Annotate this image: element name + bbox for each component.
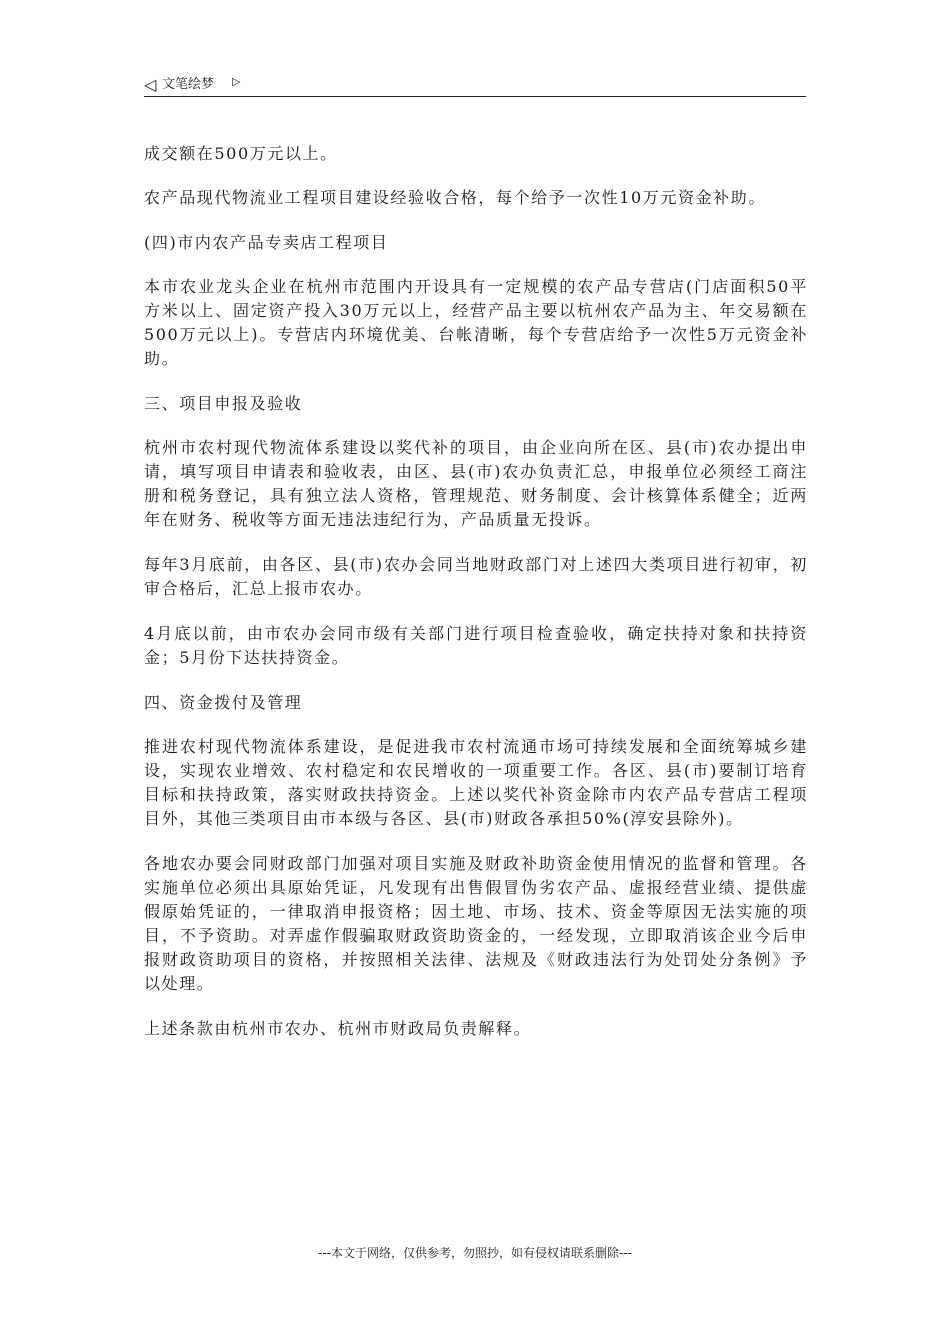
document-body: [144, 142, 808, 1061]
triangle-left-icon: ◁: [144, 75, 157, 94]
section-heading: 三、项目申报及验收: [144, 394, 303, 413]
paragraph: 上述条款由杭州市农办、杭州市财政局负责解释。: [144, 1019, 532, 1038]
paragraph: 农产品现代物流业工程项目建设经验收合格，每个给予一次性10万元资金补助。: [144, 188, 766, 207]
section-heading: (四)市内农产品专卖店工程项目: [144, 233, 389, 252]
paragraph: 每年3月底前，由各区、县(市)农办会同当地财政部门对上述四大类项目进行初审，初审合格后，汇总上报市农办。: [144, 555, 808, 598]
page-header: [144, 74, 806, 97]
header-brand: 文笔绘梦: [162, 77, 215, 92]
page-footer: ---本文于网络，仅供参考，勿照抄，如有侵权请联系删除---: [318, 1246, 632, 1260]
paragraph: 各地农办要会同财政部门加强对项目实施及财政补助资金使用情况的监督和管理。各实施单位必须出具原始凭证，凡发现有出售假冒伪劣农产品、虚报经营业绩、提供虚假原始凭证的，一律取消申报资格；因土地、市场、技术、资金等原因无法实施的项目，不予资助。对弄虚作假骗取财政资助资金的，一经发现，立即取消该企业今后申报财政资助项目的资格，并按照相关法律、法规及《财政违法行为处罚处分条例》予以处理。: [144, 854, 808, 993]
triangle-right-icon: ▷: [232, 75, 241, 88]
paragraph: 4月底以前，由市农办会同市级有关部门进行项目检查验收，确定扶持对象和扶持资金；5月份下达扶持资金。: [144, 624, 808, 667]
paragraph: 本市农业龙头企业在杭州市范围内开设具有一定规模的农产品专营店(门店面积50平方米以上、固定资产投入30万元以上，经营产品主要以杭州农产品为主、年交易额在500万元以上)。专营店内环境优美、台帐清晰，每个专营店给予一次性5万元资金补助。: [144, 277, 808, 368]
paragraph: 推进农村现代物流体系建设，是促进我市农村流通市场可持续发展和全面统筹城乡建设，实现农业增效、农村稳定和农民增收的一项重要工作。各区、县(市)要制订培育目标和扶持政策，落实财政扶持资金。上述以奖代补资金除市内农产品专营店工程项目外，其他三类项目由市本级与各区、县(市)财政各承担50%(淳安县除外)。: [144, 737, 808, 828]
section-heading: 四、资金拨付及管理: [144, 693, 303, 712]
paragraph: 成交额在500万元以上。: [144, 144, 338, 163]
paragraph: 杭州市农村现代物流体系建设以奖代补的项目，由企业向所在区、县(市)农办提出申请，填写项目申请表和验收表，由区、县(市)农办负责汇总，申报单位必须经工商注册和税务登记，具有独立法人资格，管理规范、财务制度、会计核算体系健全；近两年在财务、税收等方面无违法违纪行为，产品质量无投诉。: [144, 438, 808, 529]
